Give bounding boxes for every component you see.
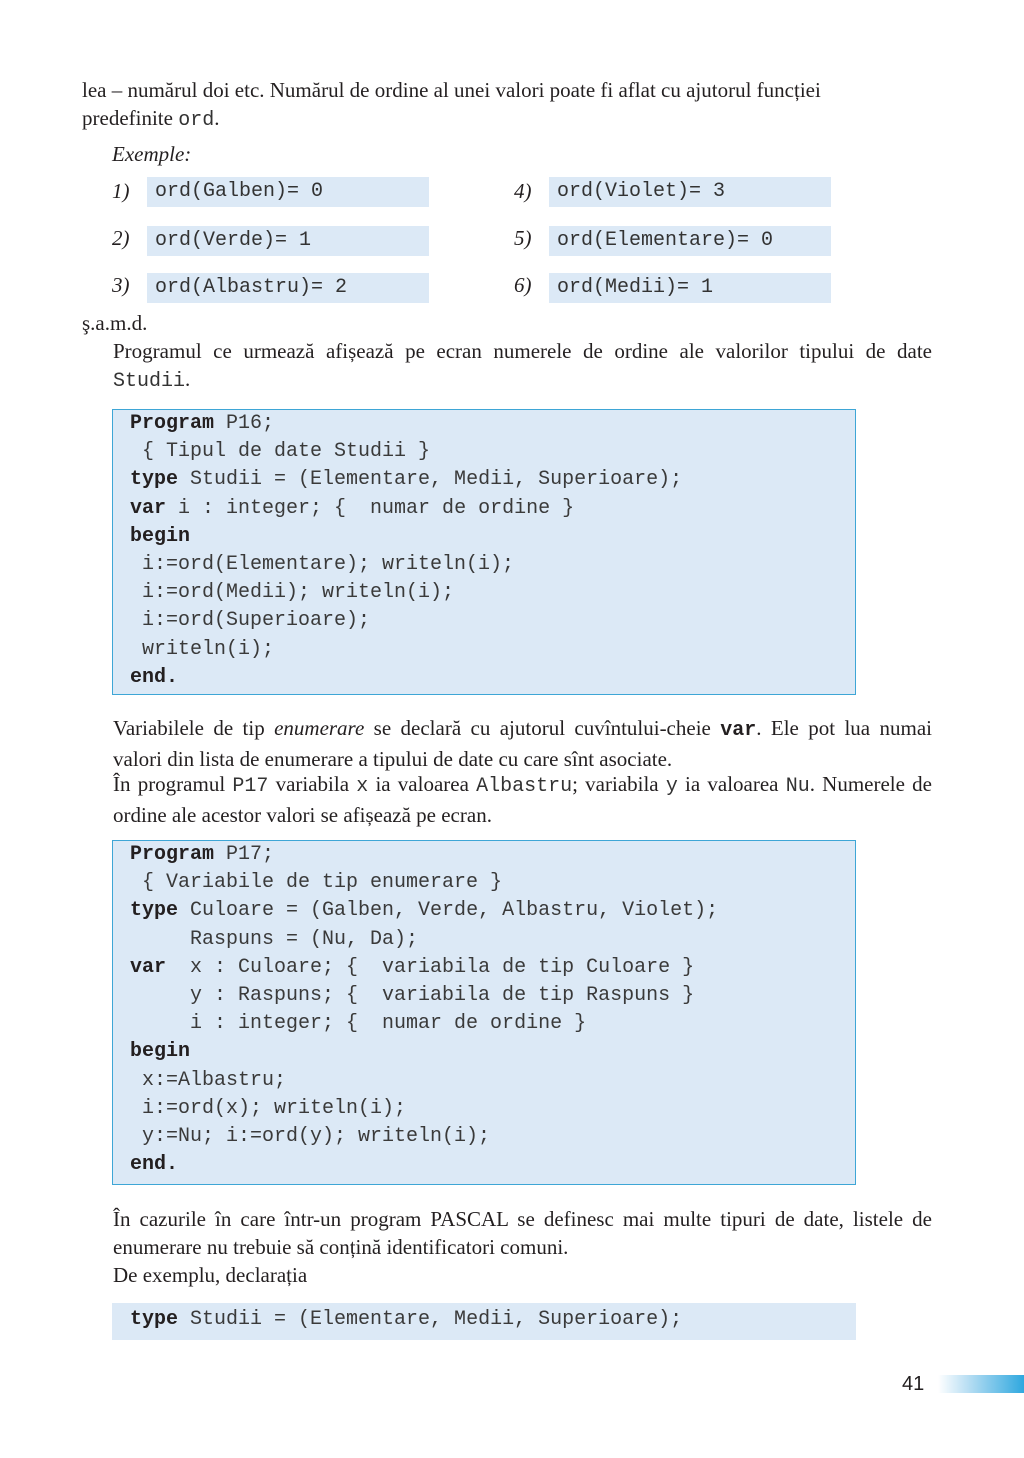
code-text: Studii = (Elementare, Medii, Superioare); — [178, 468, 683, 492]
example-code: ord(Violet)= 3 — [549, 177, 831, 207]
code-block-p16 — [112, 409, 856, 695]
code-line — [130, 869, 855, 897]
code-text: Culoare = (Galben, Verde, Albastru, Violet); — [178, 899, 719, 923]
code-line — [130, 551, 855, 579]
intro-line2-prefix: predefinite — [82, 106, 179, 130]
example-code: ord(Verde)= 1 — [147, 226, 429, 256]
emphasis-text: enumerare — [274, 716, 365, 740]
code-text: y:=Nu; i:=ord(y); writeln(i); — [130, 1124, 491, 1148]
inline-code: P17 — [232, 775, 269, 798]
inline-code: Studii — [113, 370, 186, 393]
code-keyword: type — [130, 899, 179, 923]
code-block-declaration — [112, 1303, 856, 1340]
code-keyword: type — [130, 468, 179, 492]
code-line — [130, 1067, 855, 1095]
code-line — [130, 1010, 855, 1038]
example-number: 4) — [514, 179, 532, 203]
code-line — [130, 982, 855, 1010]
code-keyword: Program — [130, 412, 215, 435]
code-text: { Variabile de tip enumerare } — [130, 871, 503, 895]
paragraph-enum-variables — [82, 714, 932, 773]
code-line — [130, 410, 855, 438]
samd-text: ş.a.m.d. — [82, 311, 148, 335]
page-number: 41 — [902, 1373, 925, 1395]
code-line — [130, 1038, 855, 1066]
code-text: i:=ord(Superioare); — [130, 609, 371, 633]
code-line — [130, 523, 855, 551]
example-number: 1) — [112, 179, 130, 203]
example-number: 3) — [112, 273, 130, 297]
code-text: Raspuns = (Nu, Da); — [130, 927, 419, 951]
paragraph-text: se declară cu ajutorul cuvîntului-cheie — [364, 716, 721, 740]
intro-line2-suffix: . — [214, 106, 220, 130]
example-code: ord(Medii)= 1 — [549, 273, 831, 303]
code-text: Studii = (Elementare, Medii, Superioare); — [178, 1308, 683, 1331]
code-text: { Tipul de date Studii } — [130, 440, 431, 464]
paragraph-common-identifiers: În cazurile în care într-un program PASCAL se definesc mai multe tipuri de date, listele de enumerare nu trebuie să conțină identificatori comuni. — [113, 1207, 932, 1259]
example-number: 2) — [112, 226, 130, 250]
paragraph-end: . — [185, 367, 191, 391]
inline-code: Albastru — [476, 775, 573, 798]
code-keyword: begin — [130, 1040, 191, 1064]
paragraph-example-declaration: De exemplu, declarația — [113, 1263, 308, 1287]
code-line — [130, 841, 855, 869]
inline-code: Nu — [785, 775, 810, 798]
code-line — [130, 1095, 855, 1123]
inline-code: y — [665, 775, 678, 798]
code-line — [130, 438, 855, 466]
code-keyword: begin — [130, 524, 191, 548]
example-code: ord(Elementare)= 0 — [549, 226, 831, 256]
inline-code-keyword: var — [720, 719, 757, 742]
code-line — [130, 466, 855, 494]
code-line — [130, 636, 855, 664]
page-number-bar — [938, 1375, 1024, 1393]
paragraph-text: ia valoarea — [368, 772, 477, 796]
code-text: x : Culoare; { variabila de tip Culoare } — [166, 955, 695, 979]
code-text: P17; — [214, 843, 275, 866]
intro-ord-code: ord — [178, 109, 215, 132]
paragraph-text: variabila — [268, 772, 357, 796]
paragraph-text: ; variabila — [572, 772, 666, 796]
code-keyword: end. — [130, 665, 179, 689]
code-line — [130, 1123, 855, 1151]
paragraph-text: În programul — [113, 772, 233, 796]
example-code: ord(Albastru)= 2 — [147, 273, 429, 303]
code-line — [130, 954, 855, 982]
code-line — [130, 897, 855, 925]
code-keyword: end. — [130, 1153, 179, 1177]
code-text: i : integer; { numar de ordine } — [166, 496, 575, 520]
paragraph-p17-intro — [82, 770, 932, 829]
code-text: i:=ord(x); writeln(i); — [130, 1096, 407, 1120]
code-keyword: Program — [130, 843, 215, 866]
code-keyword: var — [130, 955, 167, 979]
code-text: i:=ord(Medii); writeln(i); — [130, 581, 455, 605]
code-block-p17 — [112, 840, 856, 1185]
paragraph-program-intro — [82, 337, 932, 396]
paragraph-text: Programul ce urmează afișează pe ecran numerele de ordine ale valorilor tipului de date — [113, 339, 932, 363]
examples-label: Exemple: — [112, 142, 192, 166]
code-text: P16; — [214, 412, 275, 435]
intro-paragraph — [82, 76, 932, 135]
code-line — [130, 1306, 856, 1334]
paragraph-text: . Ele pot lua numai valori din lista de enumerare a tipului de date cu care sînt asociate. — [113, 716, 932, 771]
code-line — [130, 1151, 855, 1179]
code-text: writeln(i); — [130, 637, 275, 661]
example-number: 5) — [514, 226, 532, 250]
code-line — [130, 664, 855, 692]
code-line — [130, 607, 855, 635]
code-text: x:=Albastru; — [130, 1068, 287, 1092]
code-line — [130, 495, 855, 523]
code-text: i:=ord(Elementare); writeln(i); — [130, 552, 515, 576]
paragraph-text: Variabilele de tip — [113, 716, 275, 740]
code-keyword: type — [130, 1308, 179, 1331]
example-code: ord(Galben)= 0 — [147, 177, 429, 207]
code-text: i : integer; { numar de ordine } — [130, 1012, 587, 1036]
code-line — [130, 926, 855, 954]
example-number: 6) — [514, 273, 532, 297]
paragraph-text: . Numerele de ordine ale acestor valori se afișează pe ecran. — [113, 772, 932, 827]
inline-code: x — [356, 775, 369, 798]
code-keyword: var — [130, 496, 167, 520]
paragraph-text: ia valoarea — [677, 772, 786, 796]
code-line — [130, 579, 855, 607]
code-text: y : Raspuns; { variabila de tip Raspuns } — [130, 983, 695, 1007]
intro-line1: lea – numărul doi etc. Numărul de ordine al unei valori poate fi aflat cu ajutorul funcției — [82, 78, 821, 102]
